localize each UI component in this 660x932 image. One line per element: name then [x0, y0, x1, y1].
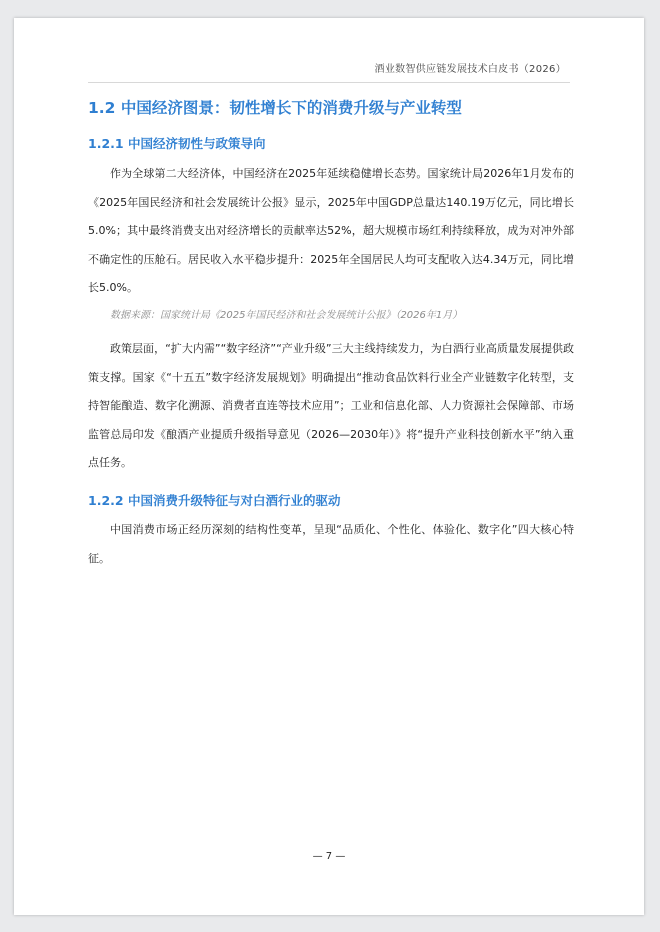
paragraph-consumption-upgrade: 中国消费市场正经历深刻的结构性变革，呈现“品质化、个性化、体验化、数字化”四大核心特征。	[88, 523, 574, 565]
data-source-note: 数据来源：国家统计局《2025年国民经济和社会发展统计公报》（2026年1月）	[110, 310, 463, 321]
page-number: — 7 —	[312, 851, 346, 862]
subsection-title-1-2-1: 1.2.1 中国经济韧性与政策导向	[88, 136, 266, 151]
section-title: 1.2 中国经济图景：韧性增长下的消费升级与产业转型	[88, 99, 462, 117]
paragraph-policy: 政策层面，“扩大内需”“数字经济”“产业升级”三大主线持续发力，为白酒行业高质量发展提供政策支撑。国家《“十五五”数字经济发展规划》明确提出“推动食品饮料行业全产业链数字化转型，支持智能酿造、数字化溯源、消费者直连等技术应用”；工业和信息化部、人力资源社会保障部、市场监管总局印发《酿酒产业提质升级指导意见（2026—2030年）》将“提升产业科技创新水平”纳入重点任务。	[88, 342, 574, 469]
subsection-title-1-2-2: 1.2.2 中国消费升级特征与对白酒行业的驱动	[88, 493, 341, 508]
paragraph-economy-overview: 作为全球第二大经济体，中国经济在2025年延续稳健增长态势。国家统计局2026年1月发布的《2025年国民经济和社会发展统计公报》显示，2025年中国GDP总量达140.19万亿元，同比增长5.0%；其中最终消费支出对经济增长的贡献率达52%，超大规模市场红利持续释放，成为对冲外部不确定性的压舱石。居民收入水平稳步提升：2025年全国居民人均可支配收入达4.34万元，同比增长5.0%。	[88, 167, 574, 294]
header-divider	[88, 82, 570, 83]
running-header: 酒业数智供应链发展技术白皮书（2026）	[374, 64, 566, 75]
document-page	[14, 18, 644, 915]
